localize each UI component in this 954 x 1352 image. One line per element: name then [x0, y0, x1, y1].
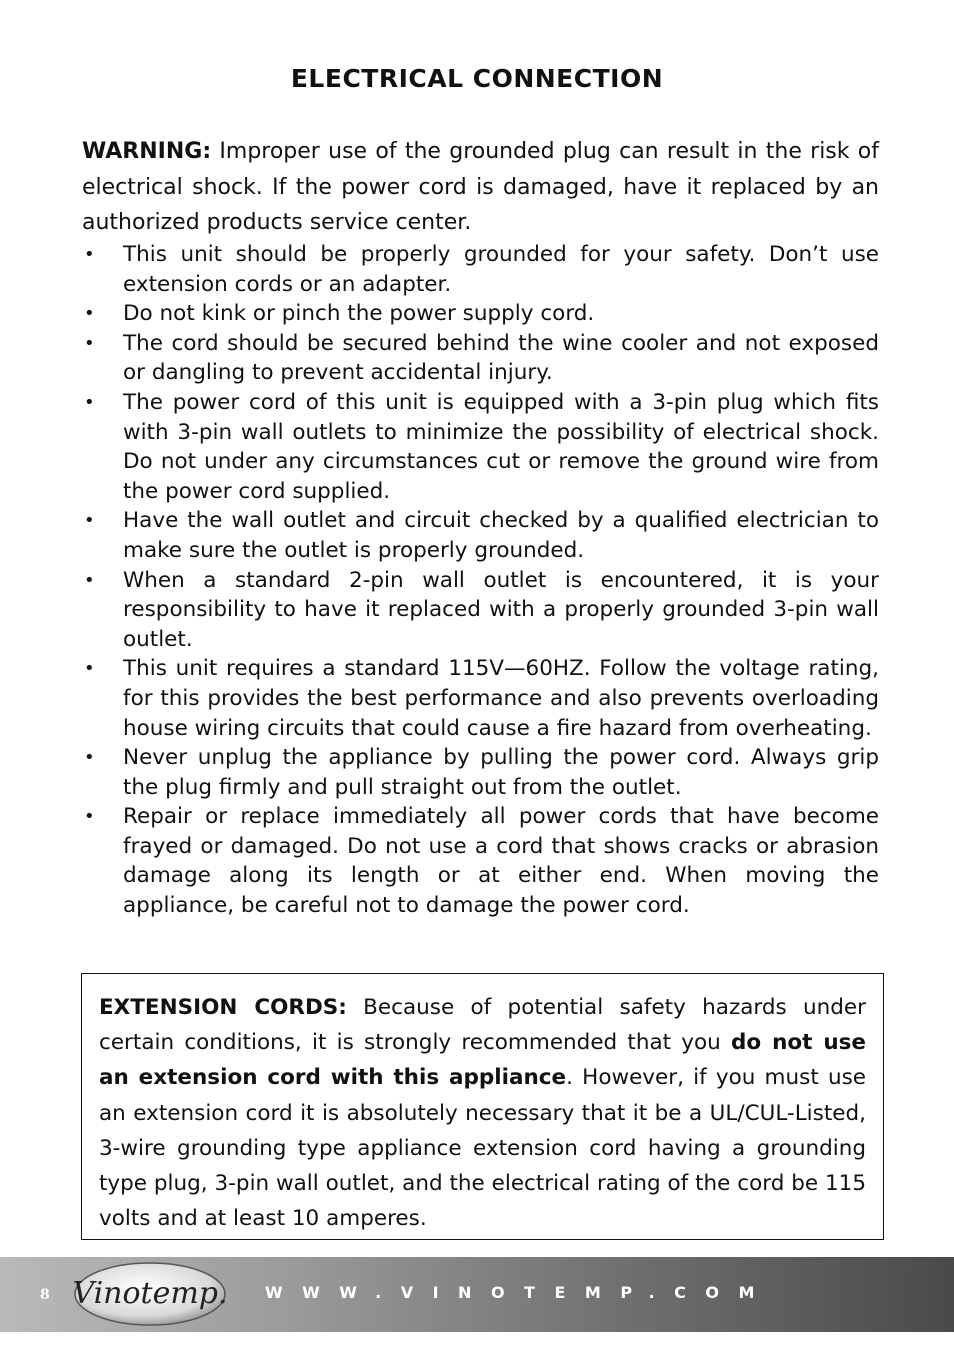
list-item [82, 654, 879, 743]
bullet-icon: • [84, 303, 95, 325]
logo-wordmark: Vinotemp. [72, 1276, 228, 1311]
page-title: ELECTRICAL CONNECTION [290, 64, 664, 93]
extension-cords-label: EXTENSION CORDS: [99, 995, 347, 1020]
list-item-text: Have the wall outlet and circuit checked by a qualified electrician to make sure the outlet is properly grounded. [123, 508, 879, 563]
extension-cords-box [81, 973, 884, 1240]
list-item-text: The power cord of this unit is equipped with a 3-pin plug which fits with 3-pin wall outlets to minimize the possibility of electrical shock. Do not under any circumstances cut or remove the ground wire from the power cord supplied. [123, 389, 879, 504]
warning-paragraph [82, 134, 879, 241]
list-item-text: When a standard 2-pin wall outlet is encountered, it is your responsibility to have it replaced with a properly grounded 3-pin wall outlet. [123, 567, 879, 652]
list-item [82, 299, 879, 329]
warning-text: Improper use of the grounded plug can result in the risk of electrical shock. If the power cord is damaged, have it replaced by an authorized products service center. [82, 139, 879, 235]
bullet-icon: • [84, 569, 95, 591]
website-url: WWW.VINOTEMP.COM [265, 1283, 774, 1302]
list-item-text: The cord should be secured behind the wine cooler and not exposed or dangling to prevent accidental injury. [123, 330, 879, 386]
safety-bullet-list [82, 240, 879, 921]
list-item [82, 329, 879, 388]
page-number: 8 [40, 1287, 50, 1303]
bullet-icon: • [84, 806, 95, 828]
extension-cords-emphasis: do not use an extension cord with this appliance [99, 1030, 866, 1091]
bullet-icon: • [84, 747, 95, 769]
list-item [82, 802, 879, 920]
list-item [82, 506, 879, 565]
bullet-icon: • [84, 391, 95, 413]
bullet-icon: • [84, 332, 95, 354]
vinotemp-logo [70, 1259, 230, 1329]
list-item-text: Do not kink or pinch the power supply cord. [123, 301, 595, 327]
warning-label: WARNING: [82, 139, 212, 164]
list-item [82, 566, 879, 655]
extension-cords-text: Because of potential safety hazards under certain conditions, it is strongly recommended that you [99, 995, 867, 1056]
page-footer [0, 1257, 954, 1332]
bullet-icon: • [84, 244, 95, 265]
list-item-text: This unit should be properly grounded for your safety. Don’t use extension cords or an adapter. [123, 242, 879, 297]
list-item [82, 743, 879, 802]
list-item-text: Repair or replace immediately all power cords that have become frayed or damaged. Do not use a cord that shows cracks or abrasion damage along its length or at either end. When moving the appliance, be careful not to damage the power cord. [123, 804, 879, 919]
bullet-icon: • [84, 658, 95, 680]
list-item [82, 240, 879, 299]
list-item-text: Never unplug the appliance by pulling the power cord. Always grip the plug firmly and pull straight out from the outlet. [123, 745, 879, 800]
bullet-icon: • [84, 510, 95, 532]
list-item [82, 388, 879, 506]
extension-cords-text-continued: . However, if you must use an extension cord it is absolutely necessary that it be a UL/CUL-Listed, 3-wire grounding type appliance extension cord having a grounding type plug, 3-pin wall outlet, and the electrical rating of the cord be 115 volts and at least 10 amperes. [99, 1065, 866, 1232]
list-item-text: This unit requires a standard 115V—60HZ. Follow the voltage rating, for this provides the best performance and also prevents overloading house wiring circuits that could cause a fire hazard from overheating. [123, 656, 879, 741]
